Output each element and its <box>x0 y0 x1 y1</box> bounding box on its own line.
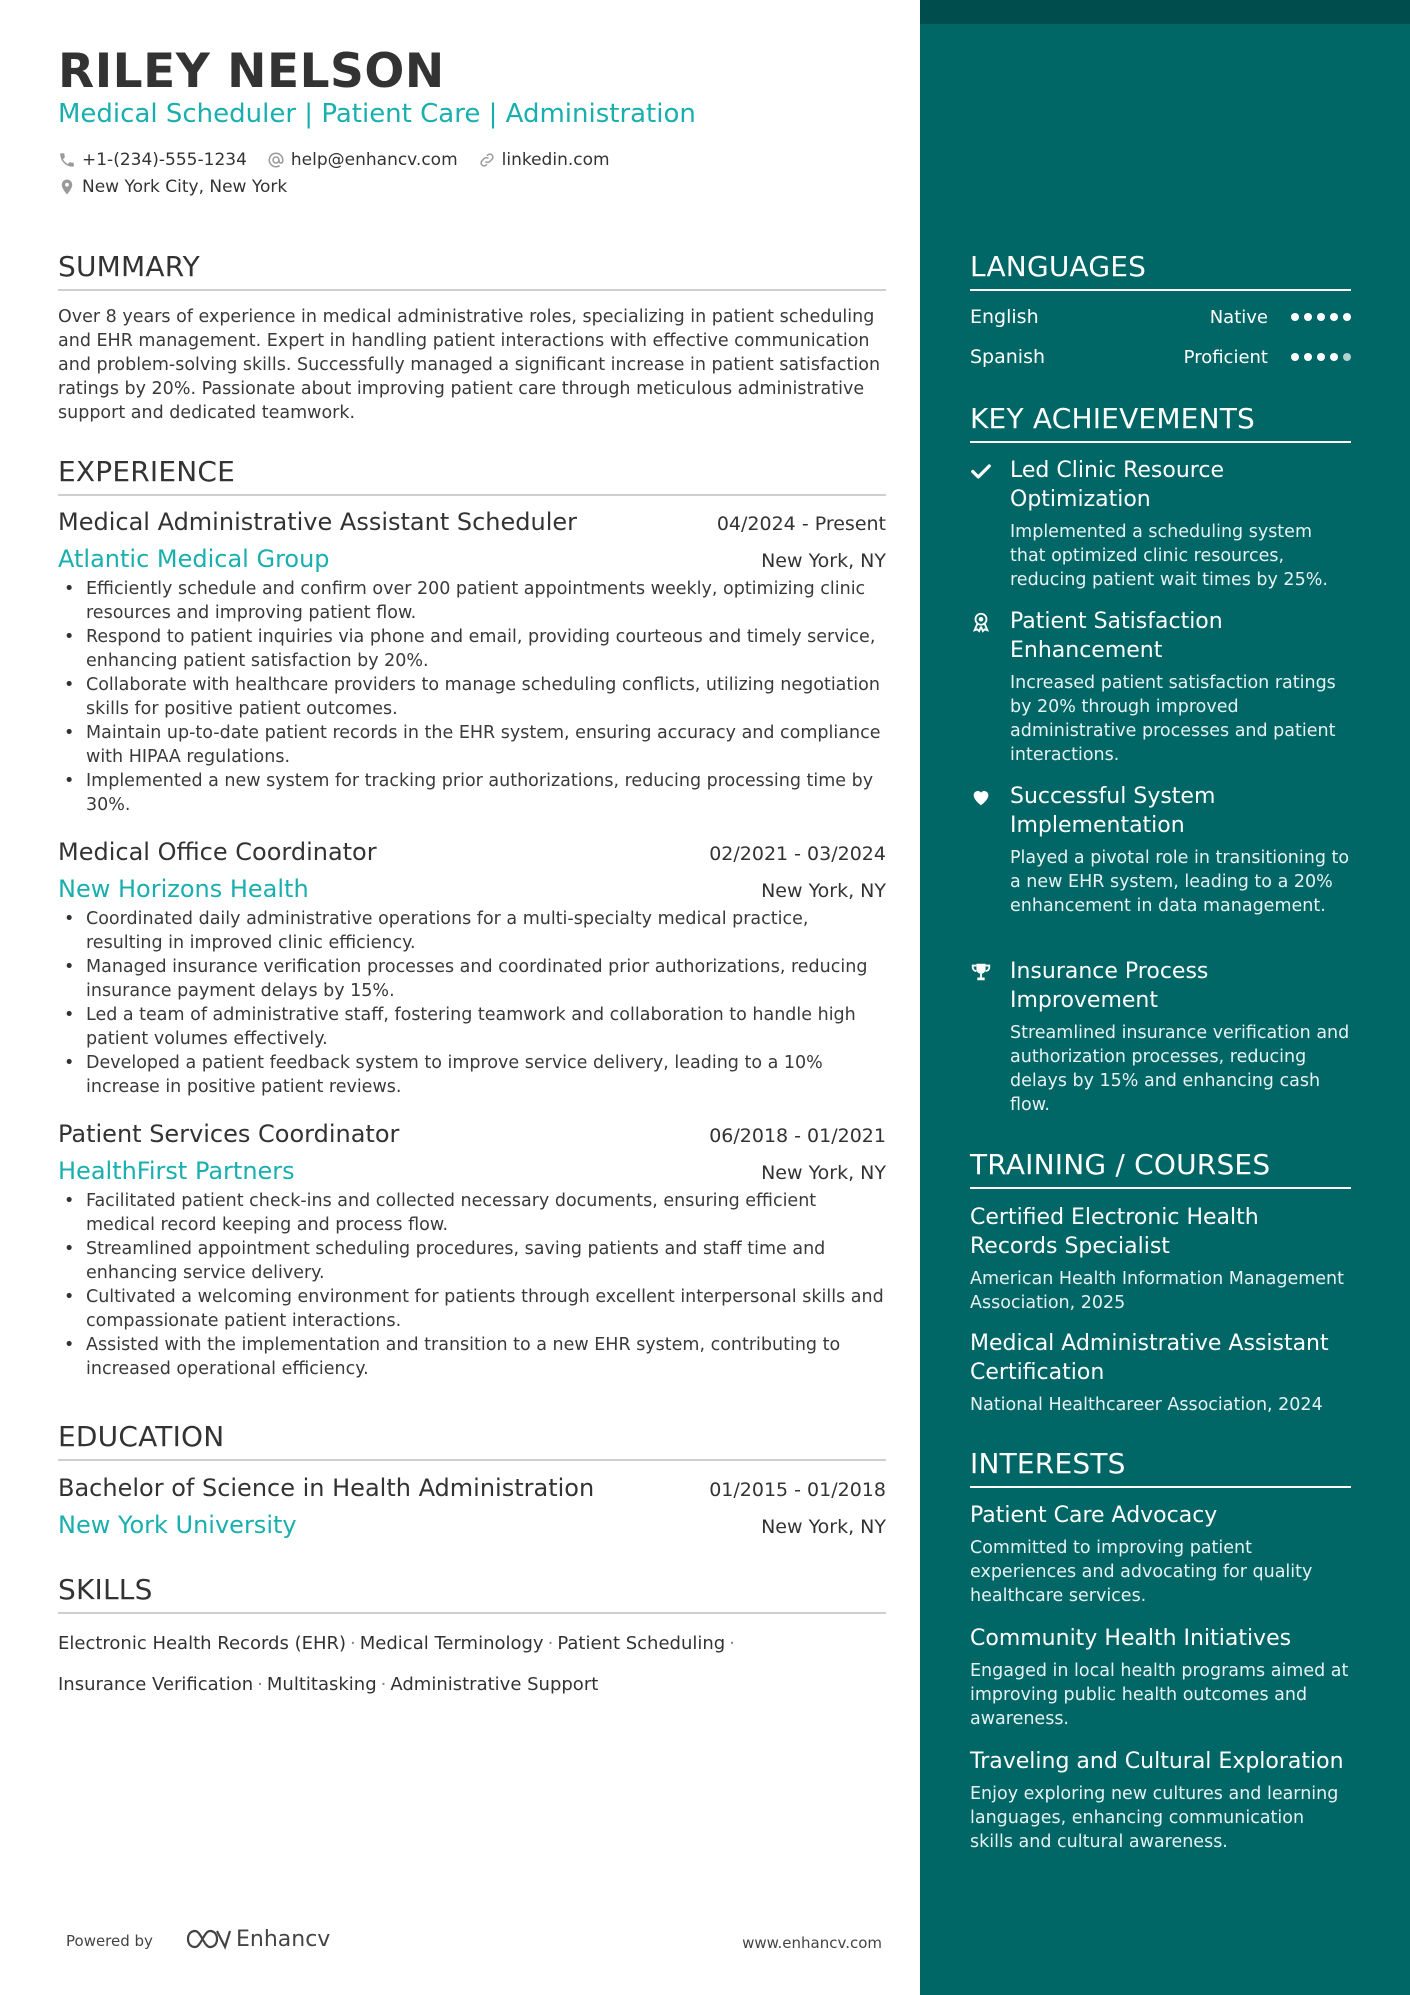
job-entry <box>58 838 886 1099</box>
linkedin-text: linkedin.com <box>501 150 610 170</box>
candidate-name: RILEY NELSON <box>58 44 445 99</box>
job-company: New Horizons Health <box>58 875 309 903</box>
sidebar <box>920 0 1410 1995</box>
phone-text: +1-(234)-555-1234 <box>82 150 247 170</box>
achievement-desc: Streamlined insurance verification and authorization processes, reducing delays by 15% and enhancing cash flow. <box>1010 1023 1350 1115</box>
job-company: HealthFirst Partners <box>58 1157 295 1185</box>
course-title: Medical Administrative Assistant Certification <box>970 1331 1329 1385</box>
summary-text: Over 8 years of experience in medical administrative roles, specializing in patient scheduling and EHR management. Expert in handling patient interactions with effective communication and problem-solving skills. Successfully managed a significant increase in patient satisfaction ratings by 20%. Passionate about improving patient care through meticulous administrative support and dedicated teamwork. <box>58 307 881 423</box>
job-date: 04/2024 - Present <box>716 513 886 535</box>
achievements-heading: KEY ACHIEVEMENTS <box>970 402 1351 443</box>
bullet: • Efficiently schedule and confirm over 200 patient appointments weekly, optimizing clinic resources and improving patient flow. <box>58 577 886 625</box>
school-row <box>58 1511 886 1539</box>
trophy-icon <box>970 961 992 983</box>
school-name: New York University <box>58 1511 297 1539</box>
interests-heading: INTERESTS <box>970 1447 1351 1488</box>
rating-dot-filled <box>1317 313 1325 321</box>
bullet: • Cultivated a welcoming environment for patients through excellent interpersonal skills and compassionate patient interactions. <box>58 1285 886 1333</box>
experience-heading: EXPERIENCE <box>58 455 886 496</box>
job-entry <box>58 1120 886 1381</box>
language-level: Native <box>1209 306 1268 328</box>
interest-item <box>970 1624 1351 1731</box>
job-company-row <box>58 1157 886 1185</box>
interest-title: Traveling and Cultural Exploration <box>970 1749 1344 1774</box>
rating-dot-filled <box>1304 313 1312 321</box>
interest-desc: Committed to improving patient experiences and advocating for quality healthcare services. <box>970 1538 1313 1606</box>
course-item <box>970 1329 1351 1417</box>
languages-heading: LANGUAGES <box>970 250 1351 291</box>
job-location: New York, NY <box>761 550 886 572</box>
achievement-title: Insurance Process Improvement <box>1010 959 1209 1013</box>
email-text: help@enhancv.com <box>290 150 458 170</box>
rating-dot-filled <box>1291 353 1299 361</box>
location-row <box>58 177 307 197</box>
skill-tag: Medical Terminology <box>359 1633 544 1654</box>
enhancv-logo-icon <box>184 1926 232 1952</box>
bullet: • Facilitated patient check-ins and collected necessary documents, ensuring efficient medical record keeping and process flow. <box>58 1189 886 1237</box>
language-name: English <box>970 306 1039 328</box>
degree-title: Bachelor of Science in Health Administration <box>58 1474 595 1502</box>
award-ribbon-icon <box>970 611 992 633</box>
link-icon <box>478 151 496 169</box>
heart-icon <box>970 786 992 808</box>
language-level: Proficient <box>1183 346 1268 368</box>
job-location: New York, NY <box>761 880 886 902</box>
rating-dot-filled <box>1317 353 1325 361</box>
job-location: New York, NY <box>761 1162 886 1184</box>
job-bullets <box>58 1189 886 1381</box>
headline: Medical Scheduler | Patient Care | Administration <box>58 99 696 129</box>
education-entry <box>58 1474 886 1539</box>
brand-logo[interactable] <box>184 1926 330 1952</box>
phone-icon <box>58 151 76 169</box>
bullet: • Implemented a new system for tracking prior authorizations, reducing processing time by 30%. <box>58 769 886 817</box>
training-heading: TRAINING / COURSES <box>970 1148 1351 1189</box>
achievement-item <box>970 957 1351 1117</box>
skill-tag: Patient Scheduling <box>557 1633 726 1654</box>
achievement-item <box>970 607 1351 767</box>
course-provider: American Health Information Management Association, 2025 <box>970 1269 1345 1313</box>
bullet: • Led a team of administrative staff, fostering teamwork and collaboration to handle high patient volumes effectively. <box>58 1003 886 1051</box>
language-rating <box>1286 313 1351 321</box>
rating-dot-empty <box>1343 353 1351 361</box>
language-name: Spanish <box>970 346 1046 368</box>
achievement-item <box>970 782 1351 918</box>
course-title: Certified Electronic Health Records Specialist <box>970 1205 1259 1259</box>
bullet: • Developed a patient feedback system to improve service delivery, leading to a 10% increase in positive patient reviews. <box>58 1051 886 1099</box>
interest-item <box>970 1501 1351 1608</box>
job-company-row <box>58 875 886 903</box>
contact-row <box>58 150 630 170</box>
skill-tag: Administrative Support <box>390 1674 599 1695</box>
phone-contact[interactable] <box>58 150 247 170</box>
rating-dot-filled <box>1330 353 1338 361</box>
achievement-title: Led Clinic Resource Optimization <box>1010 458 1224 512</box>
job-date: 02/2021 - 03/2024 <box>709 843 886 865</box>
map-pin-icon <box>58 178 76 196</box>
bullet: • Assisted with the implementation and transition to a new EHR system, contributing to increased operational efficiency. <box>58 1333 886 1381</box>
interest-desc: Enjoy exploring new cultures and learning languages, enhancing communication skills and cultural awareness. <box>970 1784 1339 1852</box>
location-text: New York City, New York <box>82 177 288 197</box>
check-icon <box>970 460 992 482</box>
skill-tag: Electronic Health Records (EHR) <box>58 1633 347 1654</box>
bullet: • Coordinated daily administrative operations for a multi-specialty medical practice, resulting in improved clinic efficiency. <box>58 907 886 955</box>
achievement-title: Patient Satisfaction Enhancement <box>1010 609 1223 663</box>
interest-desc: Engaged in local health programs aimed at improving public health outcomes and awareness. <box>970 1661 1349 1729</box>
interest-title: Patient Care Advocacy <box>970 1503 1218 1528</box>
skill-separator: · <box>257 1674 263 1695</box>
footer-url[interactable]: www.enhancv.com <box>742 1934 882 1952</box>
job-bullets <box>58 577 886 817</box>
bullet: • Collaborate with healthcare providers to manage scheduling conflicts, utilizing negotiation skills for positive patient outcomes. <box>58 673 886 721</box>
job-title: Medical Office Coordinator <box>58 838 377 866</box>
job-title-row <box>58 838 886 866</box>
language-rating <box>1286 353 1351 361</box>
job-title: Patient Services Coordinator <box>58 1120 400 1148</box>
main-column <box>58 0 888 1995</box>
rating-dot-filled <box>1330 313 1338 321</box>
school-location: New York, NY <box>761 1516 886 1538</box>
degree-row <box>58 1474 886 1502</box>
rating-dot-filled <box>1291 313 1299 321</box>
skill-separator: · <box>380 1674 387 1695</box>
job-date: 06/2018 - 01/2021 <box>709 1125 886 1147</box>
course-item <box>970 1203 1351 1315</box>
job-title: Medical Administrative Assistant Scheduler <box>58 508 578 536</box>
job-entry <box>58 508 886 817</box>
skills-line <box>58 1673 886 1714</box>
bullet: • Managed insurance verification processes and coordinated prior authorizations, reducing insurance payment delays by 15%. <box>58 955 886 1003</box>
rating-dot-filled <box>1343 313 1351 321</box>
bullet: • Streamlined appointment scheduling procedures, saving patients and staff time and enhancing service delivery. <box>58 1237 886 1285</box>
course-provider: National Healthcareer Association, 2024 <box>970 1395 1323 1415</box>
skill-separator: · <box>729 1633 735 1654</box>
achievement-title: Successful System Implementation <box>1010 784 1216 838</box>
education-heading: EDUCATION <box>58 1420 886 1461</box>
skill-separator: · <box>350 1633 356 1654</box>
achievement-item <box>970 456 1351 592</box>
summary-heading: SUMMARY <box>58 250 886 291</box>
sidebar-top-band <box>920 0 1410 24</box>
rating-dot-filled <box>1304 353 1312 361</box>
job-company-row <box>58 545 886 573</box>
language-row <box>970 306 1351 328</box>
location-contact <box>58 177 287 197</box>
skills-list <box>58 1632 886 1714</box>
interest-item <box>970 1747 1351 1854</box>
skills-line <box>58 1632 886 1673</box>
bullet: • Respond to patient inquiries via phone and email, providing courteous and timely service, enhancing patient satisfaction by 20%. <box>58 625 886 673</box>
brand-name: Enhancv <box>236 1926 331 1952</box>
powered-by-label: Powered by <box>66 1932 153 1950</box>
at-icon <box>267 151 285 169</box>
achievement-desc: Increased patient satisfaction ratings by 20% through improved administrative processes and patient interactions. <box>1010 673 1336 765</box>
job-title-row <box>58 508 886 536</box>
language-row <box>970 346 1351 368</box>
skill-tag: Multitasking <box>266 1674 377 1695</box>
email-contact[interactable] <box>267 150 458 170</box>
bullet: • Maintain up-to-date patient records in the EHR system, ensuring accuracy and compliance with HIPAA regulations. <box>58 721 886 769</box>
job-company: Atlantic Medical Group <box>58 545 330 573</box>
interest-title: Community Health Initiatives <box>970 1626 1292 1651</box>
education-date: 01/2015 - 01/2018 <box>709 1479 886 1501</box>
achievement-desc: Implemented a scheduling system that optimized clinic resources, reducing patient wait times by 25%. <box>1010 522 1328 590</box>
skills-heading: SKILLS <box>58 1573 886 1614</box>
skill-tag: Insurance Verification <box>58 1674 254 1695</box>
achievement-desc: Played a pivotal role in transitioning to a new EHR system, leading to a 20% enhancement in data management. <box>1010 848 1350 916</box>
job-title-row <box>58 1120 886 1148</box>
job-bullets <box>58 907 886 1099</box>
linkedin-contact[interactable] <box>478 150 610 170</box>
skill-separator: · <box>547 1633 554 1654</box>
